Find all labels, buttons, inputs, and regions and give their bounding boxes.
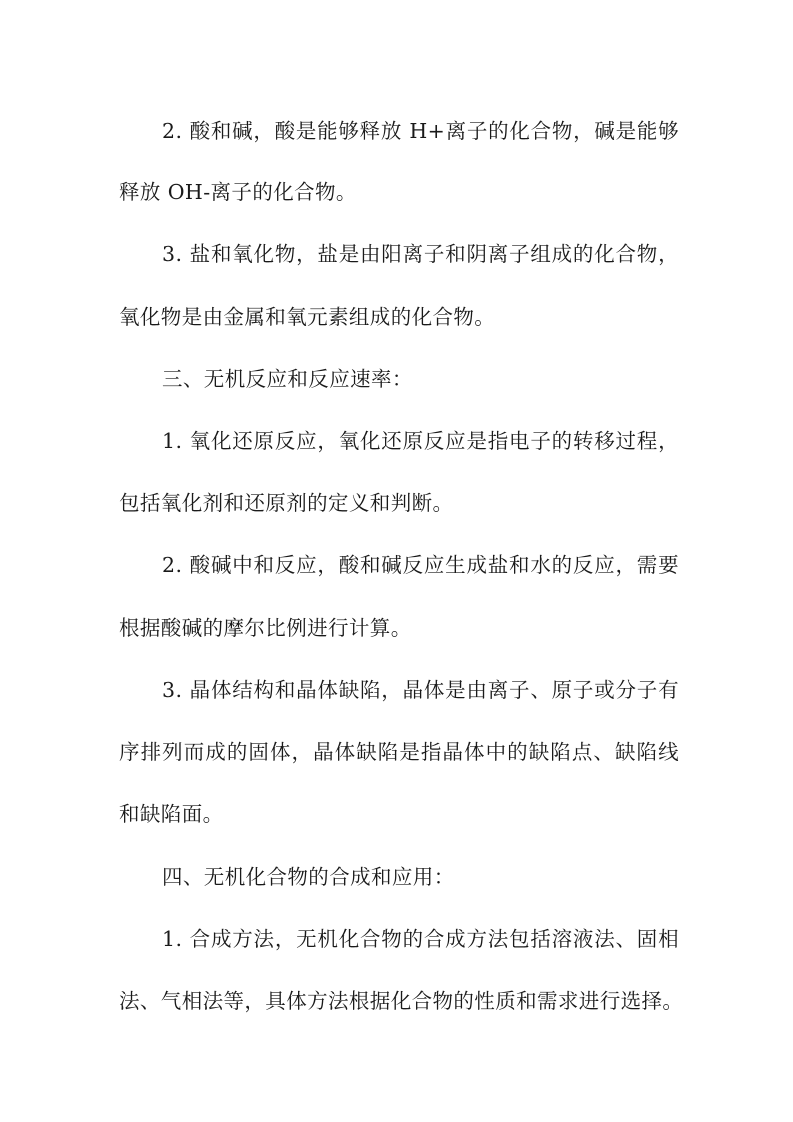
paragraph-crystal-line-1: 3. 晶体结构和晶体缺陷，晶体是由离子、原子或分子有 [162,678,679,702]
section-heading-synthesis: 四、无机化合物的合成和应用： [162,865,455,889]
paragraph-crystal-line-3: 和缺陷面。 [119,802,224,826]
paragraph-salt-oxide-line-1: 3. 盐和氧化物，盐是由阳离子和阴离子组成的化合物， [162,242,679,266]
section-heading-inorganic-reactions: 三、无机反应和反应速率： [162,367,413,391]
paragraph-crystal-line-2: 序排列而成的固体，晶体缺陷是指晶体中的缺陷点、缺陷线 [119,740,679,764]
paragraph-acid-base-line-2: 释放 OH-离子的化合物。 [119,180,357,204]
paragraph-redox-line-1: 1. 氧化还原反应，氧化还原反应是指电子的转移过程， [162,429,679,453]
paragraph-synthesis-line-1: 1. 合成方法，无机化合物的合成方法包括溶液法、固相 [162,927,679,951]
paragraph-salt-oxide-line-2: 氧化物是由金属和氧元素组成的化合物。 [119,305,496,329]
paragraph-neutralization-line-2: 根据酸碱的摩尔比例进行计算。 [119,616,412,640]
paragraph-synthesis-line-2: 法、气相法等，具体方法根据化合物的性质和需求进行选择。 [119,989,684,1013]
paragraph-acid-base-line-1: 2. 酸和碱，酸是能够释放 H+离子的化合物，碱是能够 [162,119,679,143]
paragraph-neutralization-line-1: 2. 酸碱中和反应，酸和碱反应生成盐和水的反应，需要 [162,553,679,577]
paragraph-redox-line-2: 包括氧化剂和还原剂的定义和判断。 [119,491,454,515]
